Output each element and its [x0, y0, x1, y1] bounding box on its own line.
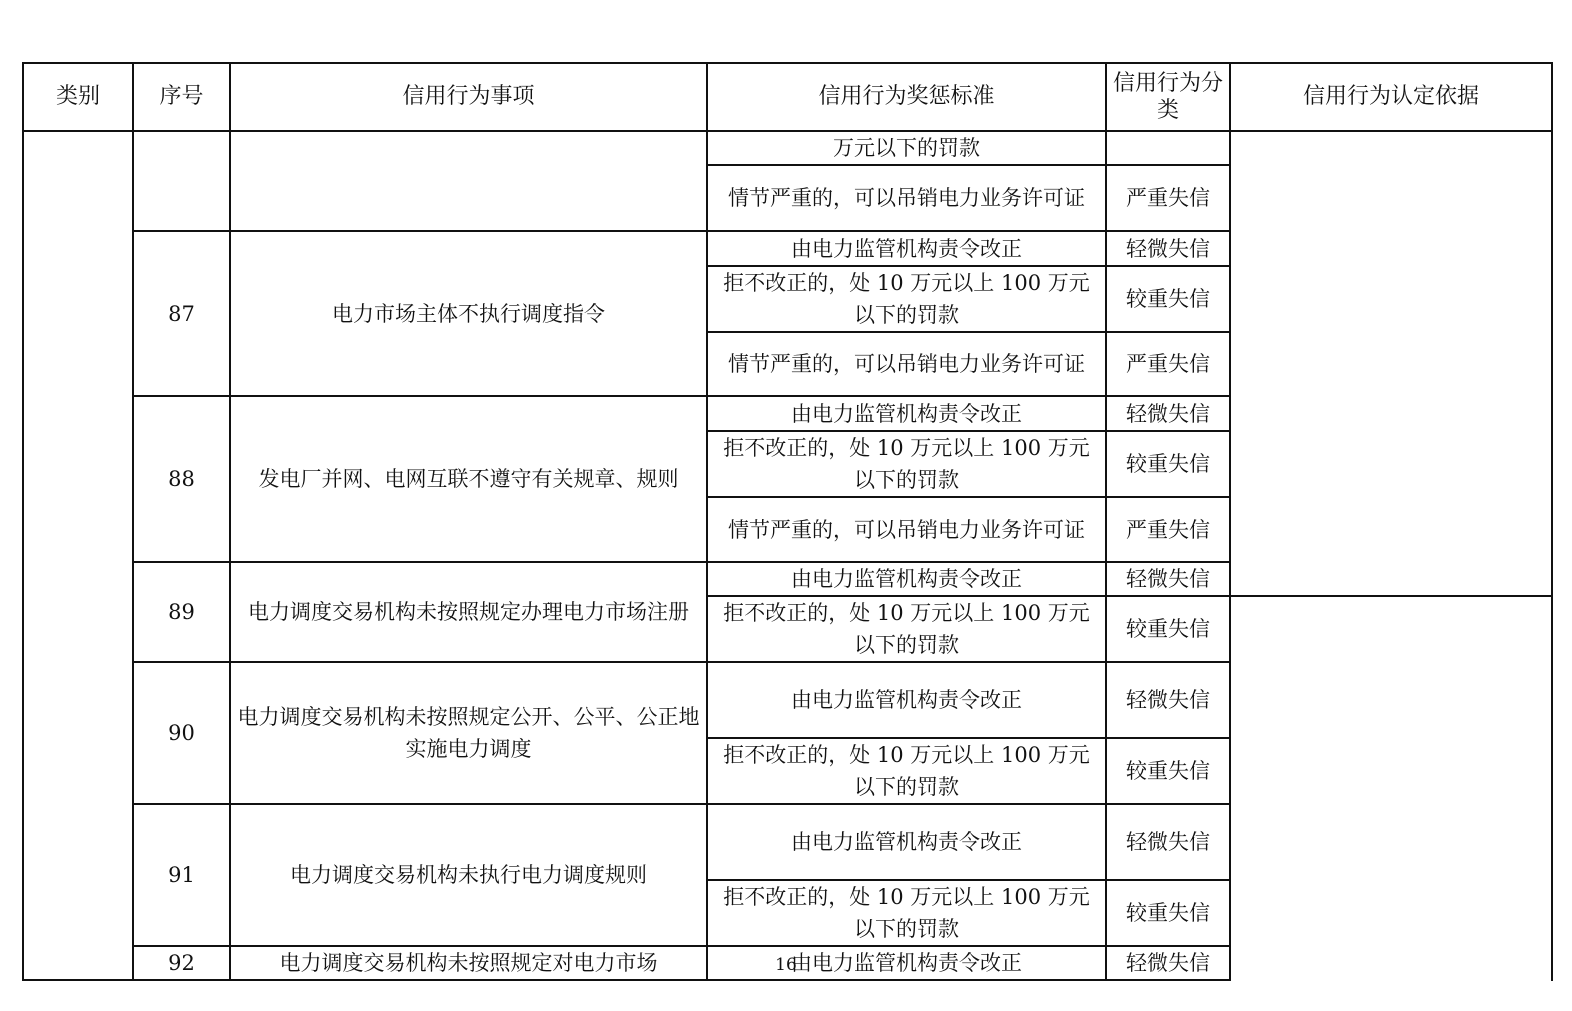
header-item: 信用行为事项: [230, 63, 707, 131]
header-classification: 信用行为分类: [1106, 63, 1230, 131]
table-row: [23, 131, 1552, 165]
item-cell: 电力市场主体不执行调度指令: [230, 231, 707, 396]
seq-cell: 92: [133, 946, 230, 980]
classification-cell: 较重失信: [1106, 266, 1230, 332]
header-row: [23, 63, 1552, 131]
header-seq: 序号: [133, 63, 230, 131]
standard-cell: 情节严重的，可以吊销电力业务许可证: [707, 497, 1106, 562]
seq-cell: 90: [133, 662, 230, 804]
seq-cell: 88: [133, 396, 230, 562]
standard-cell: 由电力监管机构责令改正: [707, 396, 1106, 431]
classification-cell: 轻微失信: [1106, 562, 1230, 596]
seq-cell: 87: [133, 231, 230, 396]
classification-cell: 轻微失信: [1106, 396, 1230, 431]
header-standard: 信用行为奖惩标准: [707, 63, 1106, 131]
classification-cell: 严重失信: [1106, 165, 1230, 231]
classification-cell: 较重失信: [1106, 431, 1230, 497]
table-row: [23, 662, 1552, 738]
standard-cell: 万元以下的罚款: [707, 131, 1106, 165]
standard-cell: 拒不改正的，处 10 万元以上 100 万元以下的罚款: [707, 431, 1106, 497]
page-number: 16: [775, 955, 797, 975]
category-cell: [23, 131, 133, 980]
standard-cell: 情节严重的，可以吊销电力业务许可证: [707, 165, 1106, 231]
item-cell: 电力调度交易机构未按照规定公开、公平、公正地实施电力调度: [230, 662, 707, 804]
classification-cell: 较重失信: [1106, 880, 1230, 946]
classification-cell: [1106, 131, 1230, 165]
standard-cell: 情节严重的，可以吊销电力业务许可证: [707, 332, 1106, 396]
item-cell: 发电厂并网、电网互联不遵守有关规章、规则: [230, 396, 707, 562]
item-cell: 电力调度交易机构未按照规定对电力市场: [230, 946, 707, 980]
classification-cell: 轻微失信: [1106, 231, 1230, 266]
classification-cell: 轻微失信: [1106, 946, 1230, 980]
seq-cell: [133, 131, 230, 231]
standard-cell: 由电力监管机构责令改正: [707, 231, 1106, 266]
standard-cell: 由电力监管机构责令改正: [707, 662, 1106, 738]
standard-cell: 由电力监管机构责令改正: [707, 946, 1106, 980]
classification-cell: 较重失信: [1106, 596, 1230, 662]
classification-cell: 严重失信: [1106, 332, 1230, 396]
standard-cell: 拒不改正的，处 10 万元以上 100 万元以下的罚款: [707, 880, 1106, 946]
standard-cell: 拒不改正的，处 10 万元以上 100 万元以下的罚款: [707, 596, 1106, 662]
header-basis: 信用行为认定依据: [1230, 63, 1552, 131]
header-category: 类别: [23, 63, 133, 131]
seq-cell: 91: [133, 804, 230, 946]
classification-cell: 较重失信: [1106, 738, 1230, 804]
item-cell: 电力调度交易机构未按照规定办理电力市场注册: [230, 562, 707, 662]
standard-cell: 由电力监管机构责令改正: [707, 804, 1106, 880]
basis-cell-upper: [1230, 131, 1552, 596]
standard-cell: 由电力监管机构责令改正: [707, 562, 1106, 596]
classification-cell: 严重失信: [1106, 497, 1230, 562]
item-cell: 电力调度交易机构未执行电力调度规则: [230, 804, 707, 946]
item-cell: [230, 131, 707, 231]
classification-cell: 轻微失信: [1106, 662, 1230, 738]
standard-cell: 拒不改正的，处 10 万元以上 100 万元以下的罚款: [707, 738, 1106, 804]
standard-cell: 拒不改正的，处 10 万元以上 100 万元以下的罚款: [707, 266, 1106, 332]
classification-cell: 轻微失信: [1106, 804, 1230, 880]
seq-cell: 89: [133, 562, 230, 662]
table-row: [23, 804, 1552, 880]
